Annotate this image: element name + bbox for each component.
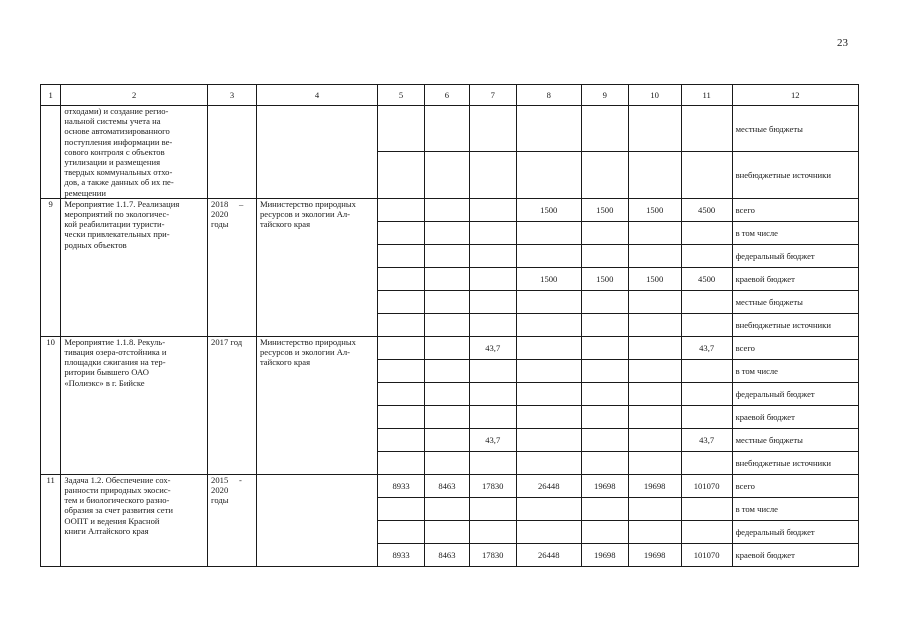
- description-text: Мероприятие 1.1.7. Реализация мероприятий по экологичес- кой реабилитации туристи- чески привлекательных при- родных объектов: [64, 198, 180, 250]
- value-cell: [628, 497, 681, 520]
- value-cell: [425, 382, 470, 405]
- value-cell: [581, 313, 628, 336]
- executor-cell: [256, 336, 377, 474]
- value-cell: [628, 290, 681, 313]
- value-cell: [628, 451, 681, 474]
- value-cell: 4500: [681, 198, 732, 221]
- value-cell: [628, 336, 681, 359]
- table-row: [41, 106, 859, 152]
- header-cell-4: 4: [256, 85, 377, 106]
- value-cell: 19698: [581, 543, 628, 566]
- table-body: [41, 85, 859, 567]
- funding-source-cell: федеральный бюджет: [732, 520, 858, 543]
- value-cell: [469, 198, 516, 221]
- header-cell-3: 3: [208, 85, 257, 106]
- value-cell: [425, 451, 470, 474]
- description-text: Мероприятие 1.1.8. Рекуль- тивация озера-отстойника и площадки сжигания на тер- ритории бывшего ОАО «Полиэкс» в г. Бийске: [64, 336, 167, 388]
- value-cell: [378, 313, 425, 336]
- value-cell: [628, 221, 681, 244]
- funding-source-cell: в том числе: [732, 359, 858, 382]
- period-cell: [208, 106, 257, 199]
- value-cell: [516, 221, 581, 244]
- value-cell: [469, 451, 516, 474]
- value-cell: [581, 451, 628, 474]
- value-cell: [516, 152, 581, 198]
- value-cell: [516, 428, 581, 451]
- header-cell-8: 8: [516, 85, 581, 106]
- value-cell: 17830: [469, 543, 516, 566]
- value-cell: [581, 290, 628, 313]
- table-row: [41, 336, 859, 359]
- value-cell: [469, 267, 516, 290]
- value-cell: [425, 405, 470, 428]
- value-cell: [516, 290, 581, 313]
- row-number-cell: [41, 106, 61, 199]
- value-cell: [469, 359, 516, 382]
- value-cell: [378, 290, 425, 313]
- value-cell: [378, 405, 425, 428]
- executor-cell: [256, 474, 377, 566]
- value-cell: [681, 244, 732, 267]
- value-cell: [681, 520, 732, 543]
- description-text: отходами) и создание регио- нальной системы учета на основе автоматизированного поступления информации ве- сового контроля с объектов утилизации и размещения твердых коммунальных отхо- дов, а также данных об их пе- ремещении: [64, 106, 174, 198]
- value-cell: [378, 520, 425, 543]
- value-cell: [425, 198, 470, 221]
- header-cell-9: 9: [581, 85, 628, 106]
- executor-cell: [256, 106, 377, 199]
- executor-text: Министерство природных ресурсов и экологии Ал- тайского края: [259, 336, 356, 368]
- value-cell: [425, 152, 470, 198]
- description-cell: [61, 106, 208, 199]
- funding-source-cell: краевой бюджет: [732, 405, 858, 428]
- value-cell: [628, 382, 681, 405]
- value-cell: [425, 520, 470, 543]
- value-cell: 19698: [628, 543, 681, 566]
- funding-source-cell: всего: [732, 336, 858, 359]
- value-cell: [425, 106, 470, 152]
- value-cell: [516, 106, 581, 152]
- value-cell: [516, 451, 581, 474]
- value-cell: 8933: [378, 543, 425, 566]
- value-cell: [581, 497, 628, 520]
- value-cell: [681, 152, 732, 198]
- value-cell: [469, 221, 516, 244]
- header-row: [41, 85, 859, 106]
- value-cell: [516, 405, 581, 428]
- header-cell-5: 5: [378, 85, 425, 106]
- value-cell: 26448: [516, 543, 581, 566]
- header-cell-12: 12: [732, 85, 858, 106]
- value-cell: [628, 520, 681, 543]
- funding-source-cell: федеральный бюджет: [732, 382, 858, 405]
- value-cell: [516, 497, 581, 520]
- value-cell: [681, 106, 732, 152]
- value-cell: [581, 152, 628, 198]
- header-cell-11: 11: [681, 85, 732, 106]
- value-cell: [378, 152, 425, 198]
- value-cell: [425, 336, 470, 359]
- value-cell: [628, 313, 681, 336]
- executor-cell: [256, 198, 377, 336]
- value-cell: [581, 428, 628, 451]
- value-cell: [425, 497, 470, 520]
- value-cell: [425, 221, 470, 244]
- value-cell: [469, 382, 516, 405]
- funding-source-cell: местные бюджеты: [732, 290, 858, 313]
- value-cell: 8933: [378, 474, 425, 497]
- value-cell: 1500: [628, 267, 681, 290]
- value-cell: [581, 244, 628, 267]
- description-cell: [61, 336, 208, 474]
- value-cell: [581, 359, 628, 382]
- value-cell: 19698: [628, 474, 681, 497]
- value-cell: [378, 451, 425, 474]
- value-cell: [425, 267, 470, 290]
- value-cell: [425, 313, 470, 336]
- value-cell: [628, 405, 681, 428]
- value-cell: [516, 336, 581, 359]
- row-number-cell: 9: [41, 198, 61, 336]
- value-cell: [378, 359, 425, 382]
- header-cell-7: 7: [469, 85, 516, 106]
- executor-text: Министерство природных ресурсов и экологии Ал- тайского края: [259, 198, 356, 230]
- funding-source-cell: местные бюджеты: [732, 106, 858, 152]
- value-cell: [628, 106, 681, 152]
- value-cell: [581, 106, 628, 152]
- value-cell: [516, 382, 581, 405]
- description-cell: [61, 474, 208, 566]
- description-text: Задача 1.2. Обеспечение сох- ранности природных экосис- тем и биологического разно- образия за счет развития сети ООПТ и ведения Красной книги Алтайского края: [64, 474, 173, 536]
- value-cell: [681, 359, 732, 382]
- value-cell: [516, 520, 581, 543]
- value-cell: [469, 244, 516, 267]
- value-cell: [681, 313, 732, 336]
- value-cell: [681, 405, 732, 428]
- period-text: 2018 – 2020 годы: [211, 198, 244, 230]
- value-cell: 8463: [425, 474, 470, 497]
- value-cell: [681, 382, 732, 405]
- value-cell: 1500: [581, 267, 628, 290]
- funding-source-cell: краевой бюджет: [732, 267, 858, 290]
- value-cell: 8463: [425, 543, 470, 566]
- value-cell: [681, 451, 732, 474]
- value-cell: 43,7: [681, 428, 732, 451]
- value-cell: [469, 497, 516, 520]
- value-cell: 101070: [681, 474, 732, 497]
- value-cell: [581, 336, 628, 359]
- period-text: 2017 год: [211, 336, 243, 347]
- funding-source-cell: в том числе: [732, 221, 858, 244]
- value-cell: 26448: [516, 474, 581, 497]
- period-cell: [208, 336, 257, 474]
- funding-source-cell: местные бюджеты: [732, 428, 858, 451]
- value-cell: 1500: [581, 198, 628, 221]
- value-cell: [516, 244, 581, 267]
- funding-source-cell: федеральный бюджет: [732, 244, 858, 267]
- value-cell: [581, 382, 628, 405]
- funding-source-cell: внебюджетные источники: [732, 451, 858, 474]
- value-cell: [378, 106, 425, 152]
- value-cell: 43,7: [469, 336, 516, 359]
- value-cell: [628, 359, 681, 382]
- funding-source-cell: внебюджетные источники: [732, 313, 858, 336]
- value-cell: [581, 405, 628, 428]
- value-cell: [469, 152, 516, 198]
- value-cell: 1500: [628, 198, 681, 221]
- header-cell-6: 6: [425, 85, 470, 106]
- value-cell: [469, 313, 516, 336]
- value-cell: [378, 497, 425, 520]
- value-cell: 43,7: [681, 336, 732, 359]
- header-cell-2: 2: [61, 85, 208, 106]
- value-cell: [516, 359, 581, 382]
- value-cell: [469, 106, 516, 152]
- page-number: 23: [837, 37, 848, 49]
- budget-table: [40, 84, 859, 567]
- value-cell: 17830: [469, 474, 516, 497]
- value-cell: [425, 290, 470, 313]
- value-cell: [628, 244, 681, 267]
- value-cell: [469, 290, 516, 313]
- value-cell: [516, 313, 581, 336]
- value-cell: [681, 290, 732, 313]
- value-cell: [628, 428, 681, 451]
- value-cell: [469, 520, 516, 543]
- funding-source-cell: в том числе: [732, 497, 858, 520]
- value-cell: [378, 428, 425, 451]
- value-cell: [581, 221, 628, 244]
- header-cell-10: 10: [628, 85, 681, 106]
- period-cell: [208, 198, 257, 336]
- period-cell: [208, 474, 257, 566]
- description-cell: [61, 198, 208, 336]
- funding-source-cell: внебюджетные источники: [732, 152, 858, 198]
- value-cell: 4500: [681, 267, 732, 290]
- value-cell: [378, 221, 425, 244]
- value-cell: [628, 152, 681, 198]
- row-number-cell: 11: [41, 474, 61, 566]
- value-cell: [681, 221, 732, 244]
- value-cell: 19698: [581, 474, 628, 497]
- value-cell: 1500: [516, 198, 581, 221]
- funding-source-cell: всего: [732, 474, 858, 497]
- period-text: 2015 - 2020 годы: [211, 474, 242, 506]
- header-cell-1: 1: [41, 85, 61, 106]
- value-cell: [378, 382, 425, 405]
- value-cell: [469, 405, 516, 428]
- value-cell: [378, 336, 425, 359]
- table-row: [41, 474, 859, 497]
- value-cell: [378, 244, 425, 267]
- value-cell: [425, 359, 470, 382]
- value-cell: [378, 198, 425, 221]
- value-cell: 1500: [516, 267, 581, 290]
- table-row: [41, 198, 859, 221]
- value-cell: [581, 520, 628, 543]
- funding-source-cell: всего: [732, 198, 858, 221]
- value-cell: [378, 267, 425, 290]
- value-cell: 101070: [681, 543, 732, 566]
- value-cell: [425, 428, 470, 451]
- value-cell: [681, 497, 732, 520]
- value-cell: [425, 244, 470, 267]
- value-cell: 43,7: [469, 428, 516, 451]
- funding-source-cell: краевой бюджет: [732, 543, 858, 566]
- row-number-cell: 10: [41, 336, 61, 474]
